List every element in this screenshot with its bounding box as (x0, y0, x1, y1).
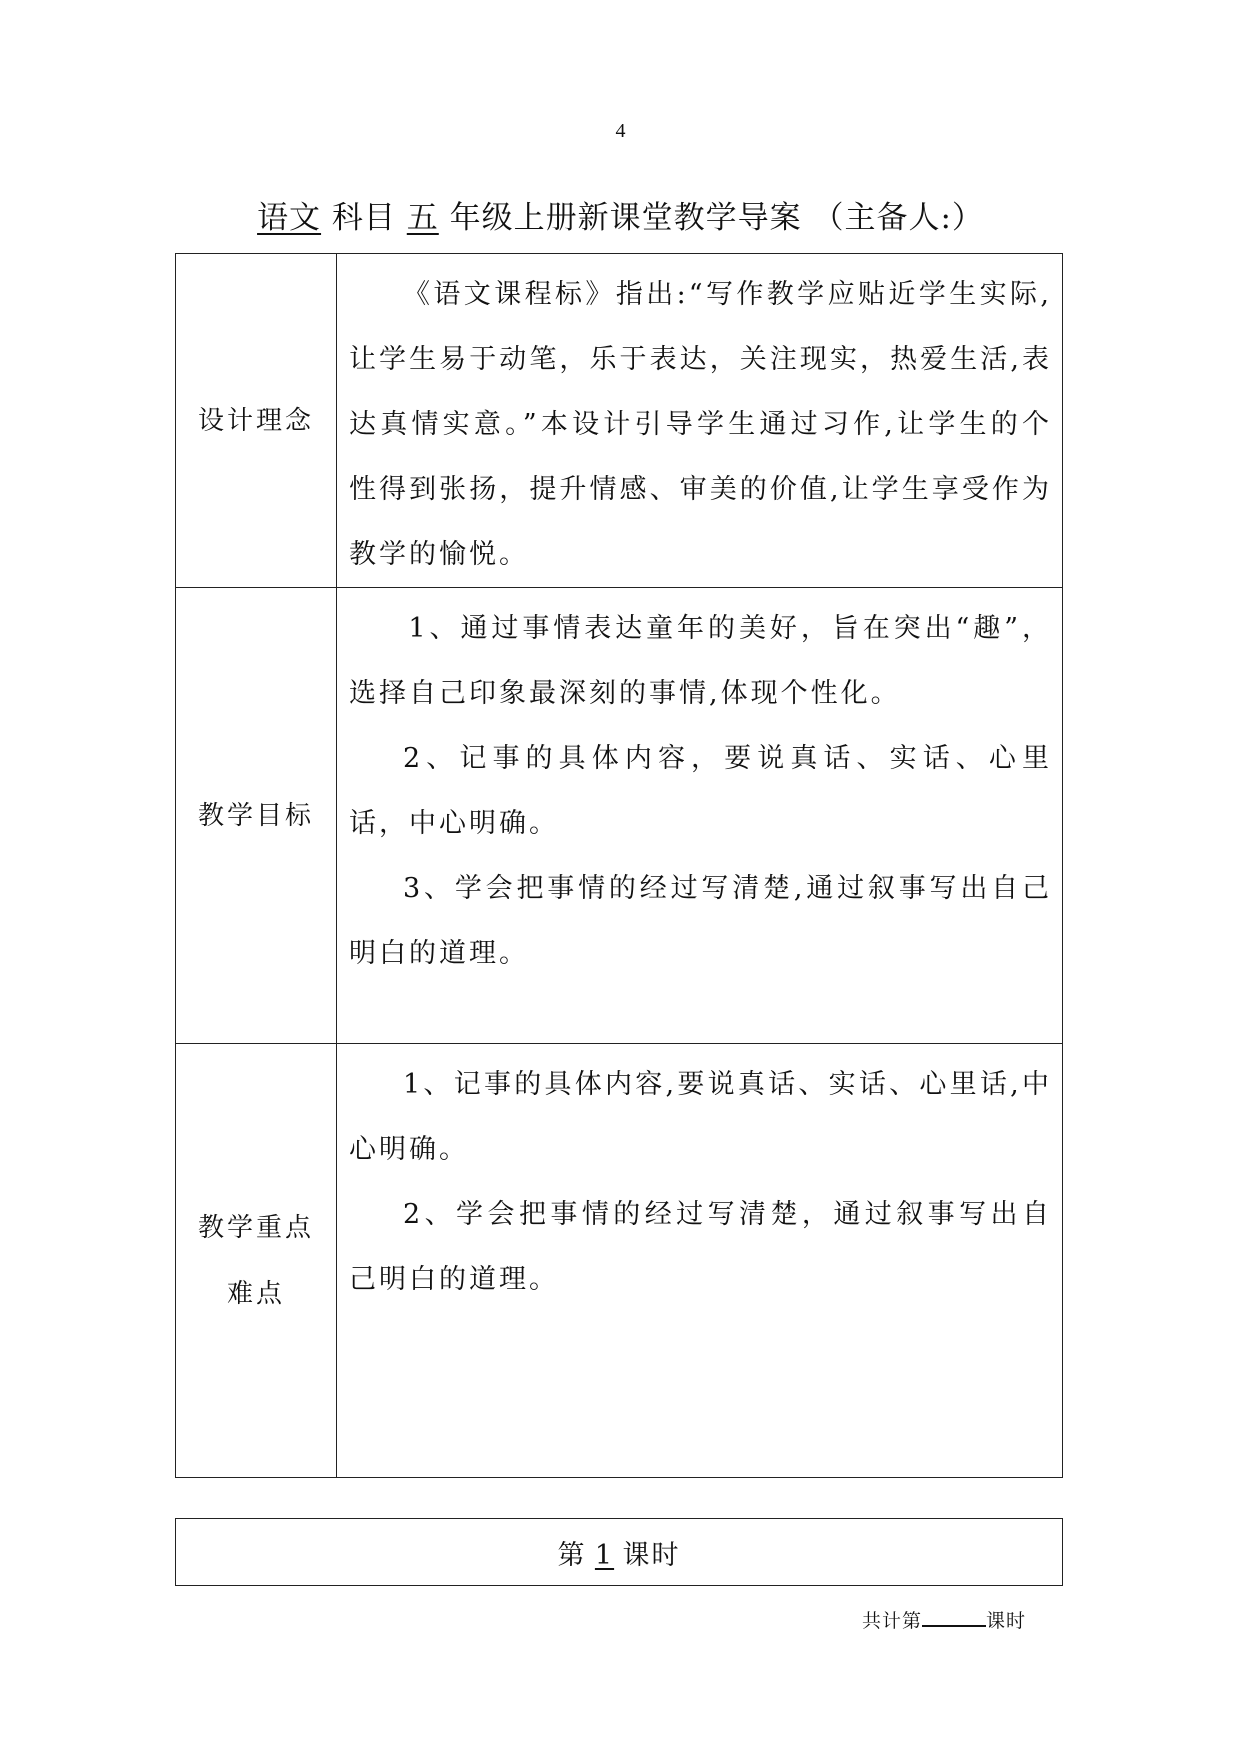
lesson-number: 1 (594, 1539, 615, 1571)
page-number: 4 (615, 120, 626, 142)
goal-item: 3、学会把事情的经过写清楚,通过叙事写出自己明白的道理。 (349, 873, 1052, 969)
lesson-number-cell (176, 1519, 1063, 1586)
lesson-plan-table (175, 253, 1063, 1478)
lesson-suffix: 课时 (622, 1539, 681, 1571)
total-blank (922, 1609, 986, 1627)
goal-item: 2、记事的具体内容，要说真话、实话、心里话，中心明确。 (349, 743, 1052, 839)
title-subject: 语文 (257, 200, 322, 236)
key-points-row (176, 1044, 1063, 1478)
total-prefix: 共计第 (862, 1610, 923, 1632)
total-suffix: 课时 (986, 1610, 1027, 1632)
key-points-label-line2: 难点 (226, 1278, 285, 1309)
design-label: 设计理念 (176, 254, 337, 588)
design-row (176, 254, 1063, 588)
goals-label: 教学目标 (176, 588, 337, 1044)
page-title (0, 192, 1241, 237)
goals-content (337, 588, 1063, 1044)
design-content (337, 254, 1063, 588)
title-grade: 五 (406, 200, 439, 236)
key-point-item: 2、学会把事情的经过写清楚，通过叙事写出自己明白的道理。 (349, 1199, 1052, 1295)
key-point-item: 1、记事的具体内容,要说真话、实话、心里话,中心明确。 (349, 1069, 1052, 1165)
title-rest: 年级上册新课堂教学导案 （主备人:） (449, 200, 984, 236)
goal-item: 1、通过事情表达童年的美好，旨在突出“趣”，选择自己印象最深刻的事情,体现个性化。 (349, 613, 1052, 709)
lesson-prefix: 第 (557, 1539, 587, 1571)
key-points-label-line1: 教学重点 (197, 1212, 314, 1243)
title-subject-suffix: 科目 (331, 200, 396, 236)
design-paragraph: 《语文课程标》指出:“写作教学应贴近学生实际,让学生易于动笔，乐于表达，关注现实，热爱生活,表达真情实意。”本设计引导学生通过习作,让学生的个性得到张扬，提升情感、审美的价值,让学生享受作为教学的愉悦。 (349, 279, 1052, 570)
lesson-number-box (175, 1518, 1063, 1586)
key-points-content (337, 1044, 1063, 1478)
total-lessons (862, 1606, 1026, 1633)
goals-row (176, 588, 1063, 1044)
key-points-label (176, 1044, 337, 1478)
